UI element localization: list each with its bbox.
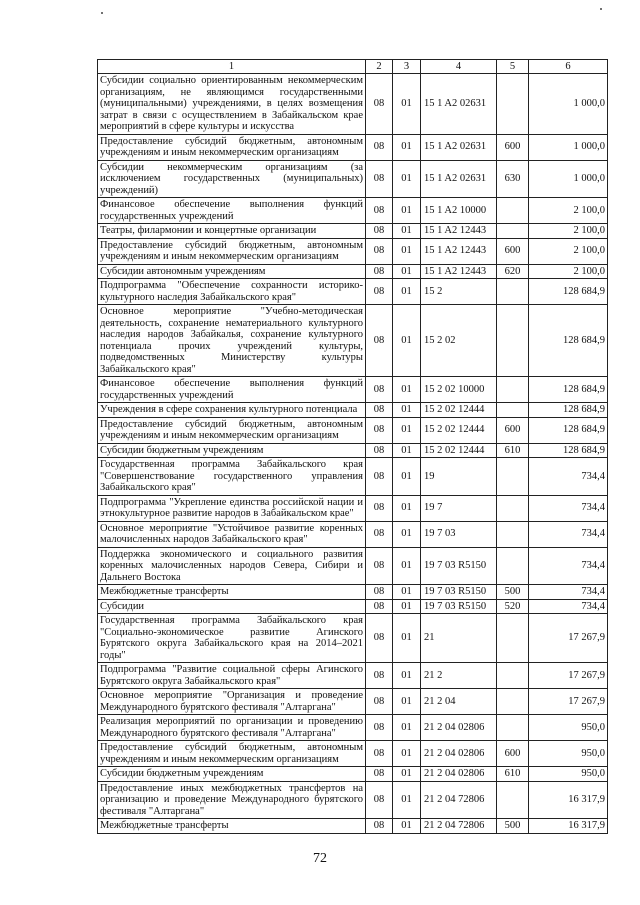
cell-c5: 500 bbox=[497, 819, 529, 834]
table-row bbox=[98, 417, 608, 443]
table-row bbox=[98, 689, 608, 715]
cell-c2: 08 bbox=[366, 160, 393, 198]
cell-c3: 01 bbox=[393, 305, 421, 377]
cell-sum: 1 000,0 bbox=[529, 160, 608, 198]
cell-c2: 08 bbox=[366, 443, 393, 458]
cell-c2: 08 bbox=[366, 767, 393, 782]
cell-name: Государственная программа Забайкальского края "Социально-экономическое развитие Агинского Бурятского округа Забайкальского края на 2014–2021 годы" bbox=[98, 614, 366, 663]
cell-c2: 08 bbox=[366, 585, 393, 600]
cell-sum: 128 684,9 bbox=[529, 443, 608, 458]
cell-c3: 01 bbox=[393, 614, 421, 663]
cell-name: Государственная программа Забайкальского края "Совершенствование государственного управления Забайкальского края" bbox=[98, 458, 366, 496]
cell-c3: 01 bbox=[393, 238, 421, 264]
table-row bbox=[98, 599, 608, 614]
cell-name: Поддержка экономического и социального развития коренных малочисленных народов Севера, Сибири и Дальнего Востока bbox=[98, 547, 366, 585]
cell-c5: 500 bbox=[497, 585, 529, 600]
cell-name: Реализация мероприятий по организации и проведению Международного бурятского фестиваля "Алтаргана" bbox=[98, 715, 366, 741]
table-row bbox=[98, 767, 608, 782]
cell-c5 bbox=[497, 521, 529, 547]
cell-c3: 01 bbox=[393, 599, 421, 614]
cell-code: 15 1 A2 12443 bbox=[421, 238, 497, 264]
cell-code: 19 7 03 R5150 bbox=[421, 585, 497, 600]
cell-c5: 600 bbox=[497, 417, 529, 443]
cell-c3: 01 bbox=[393, 458, 421, 496]
cell-name: Межбюджетные трансферты bbox=[98, 819, 366, 834]
cell-c3: 01 bbox=[393, 279, 421, 305]
cell-code: 15 1 A2 02631 bbox=[421, 74, 497, 135]
table-row bbox=[98, 741, 608, 767]
cell-c3: 01 bbox=[393, 224, 421, 239]
cell-sum: 2 100,0 bbox=[529, 238, 608, 264]
cell-code: 21 2 04 02806 bbox=[421, 741, 497, 767]
cell-sum: 2 100,0 bbox=[529, 198, 608, 224]
cell-c5: 610 bbox=[497, 443, 529, 458]
cell-c5: 520 bbox=[497, 599, 529, 614]
cell-name: Финансовое обеспечение выполнения функций государственных учреждений bbox=[98, 198, 366, 224]
cell-c2: 08 bbox=[366, 305, 393, 377]
cell-c3: 01 bbox=[393, 160, 421, 198]
cell-c2: 08 bbox=[366, 819, 393, 834]
header-cell: 6 bbox=[529, 60, 608, 74]
cell-code: 15 1 A2 12443 bbox=[421, 264, 497, 279]
cell-c5 bbox=[497, 715, 529, 741]
cell-name: Учреждения в сфере сохранения культурного потенциала bbox=[98, 403, 366, 418]
cell-code: 21 bbox=[421, 614, 497, 663]
cell-name: Субсидии социально ориентированным некоммерческим организациям, не являющимся государственными (муниципальными) учреждениями, в целях возмещения затрат в связи с осуществлением в Забайкальском крае мероприятий в сфере культуры и искусства bbox=[98, 74, 366, 135]
table-row bbox=[98, 198, 608, 224]
table-body bbox=[98, 74, 608, 834]
cell-sum: 17 267,9 bbox=[529, 689, 608, 715]
cell-c3: 01 bbox=[393, 264, 421, 279]
cell-code: 21 2 04 02806 bbox=[421, 715, 497, 741]
cell-code: 21 2 04 02806 bbox=[421, 767, 497, 782]
cell-c3: 01 bbox=[393, 585, 421, 600]
cell-c3: 01 bbox=[393, 547, 421, 585]
cell-c2: 08 bbox=[366, 224, 393, 239]
cell-c2: 08 bbox=[366, 264, 393, 279]
cell-name: Субсидии бюджетным учреждениям bbox=[98, 443, 366, 458]
cell-name: Субсидии бюджетным учреждениям bbox=[98, 767, 366, 782]
cell-code: 21 2 bbox=[421, 663, 497, 689]
cell-code: 15 1 A2 12443 bbox=[421, 224, 497, 239]
cell-c3: 01 bbox=[393, 741, 421, 767]
cell-c5 bbox=[497, 198, 529, 224]
table-row bbox=[98, 547, 608, 585]
cell-name: Финансовое обеспечение выполнения функций государственных учреждений bbox=[98, 377, 366, 403]
cell-c2: 08 bbox=[366, 663, 393, 689]
cell-c5 bbox=[497, 614, 529, 663]
cell-code: 19 bbox=[421, 458, 497, 496]
cell-name: Основное мероприятие "Устойчивое развитие коренных малочисленных народов Забайкальского края" bbox=[98, 521, 366, 547]
cell-c2: 08 bbox=[366, 614, 393, 663]
table-row bbox=[98, 614, 608, 663]
table-row bbox=[98, 443, 608, 458]
cell-code: 21 2 04 72806 bbox=[421, 781, 497, 819]
table-row bbox=[98, 74, 608, 135]
cell-sum: 128 684,9 bbox=[529, 305, 608, 377]
cell-c2: 08 bbox=[366, 238, 393, 264]
cell-c5 bbox=[497, 495, 529, 521]
cell-code: 15 2 02 10000 bbox=[421, 377, 497, 403]
cell-sum: 734,4 bbox=[529, 585, 608, 600]
cell-sum: 950,0 bbox=[529, 715, 608, 741]
table-row bbox=[98, 495, 608, 521]
budget-table bbox=[97, 59, 608, 834]
header-cell: 3 bbox=[393, 60, 421, 74]
cell-sum: 128 684,9 bbox=[529, 377, 608, 403]
table-row bbox=[98, 377, 608, 403]
cell-code: 15 2 bbox=[421, 279, 497, 305]
cell-code: 19 7 03 bbox=[421, 521, 497, 547]
table-row bbox=[98, 238, 608, 264]
cell-c3: 01 bbox=[393, 417, 421, 443]
cell-c2: 08 bbox=[366, 377, 393, 403]
cell-c5: 600 bbox=[497, 238, 529, 264]
header-cell: 1 bbox=[98, 60, 366, 74]
cell-c3: 01 bbox=[393, 74, 421, 135]
cell-sum: 16 317,9 bbox=[529, 819, 608, 834]
cell-code: 15 2 02 12444 bbox=[421, 403, 497, 418]
cell-name: Подпрограмма "Обеспечение сохранности историко-культурного наследия Забайкальского края" bbox=[98, 279, 366, 305]
header-row bbox=[98, 60, 608, 74]
table-row bbox=[98, 458, 608, 496]
cell-c5 bbox=[497, 663, 529, 689]
cell-sum: 17 267,9 bbox=[529, 663, 608, 689]
cell-c3: 01 bbox=[393, 377, 421, 403]
cell-sum: 734,4 bbox=[529, 458, 608, 496]
table-row bbox=[98, 715, 608, 741]
cell-code: 19 7 03 R5150 bbox=[421, 547, 497, 585]
cell-name: Подпрограмма "Укрепление единства российской нации и этнокультурное развитие народов в Забайкальском крае" bbox=[98, 495, 366, 521]
cell-code: 21 2 04 72806 bbox=[421, 819, 497, 834]
cell-name: Основное мероприятие "Организация и проведение Международного бурятского фестиваля "Алтаргана" bbox=[98, 689, 366, 715]
cell-c3: 01 bbox=[393, 403, 421, 418]
cell-sum: 950,0 bbox=[529, 767, 608, 782]
cell-c3: 01 bbox=[393, 443, 421, 458]
cell-c2: 08 bbox=[366, 495, 393, 521]
cell-name: Предоставление субсидий бюджетным, автономным учреждениям и иным некоммерческим организациям bbox=[98, 238, 366, 264]
table-row bbox=[98, 160, 608, 198]
cell-sum: 2 100,0 bbox=[529, 224, 608, 239]
cell-c3: 01 bbox=[393, 781, 421, 819]
table-row bbox=[98, 305, 608, 377]
cell-sum: 1 000,0 bbox=[529, 74, 608, 135]
cell-c3: 01 bbox=[393, 198, 421, 224]
scan-speck bbox=[101, 12, 103, 14]
cell-sum: 950,0 bbox=[529, 741, 608, 767]
cell-code: 15 2 02 12444 bbox=[421, 443, 497, 458]
cell-c2: 08 bbox=[366, 458, 393, 496]
table-row bbox=[98, 819, 608, 834]
cell-c5 bbox=[497, 547, 529, 585]
cell-sum: 734,4 bbox=[529, 495, 608, 521]
cell-name: Подпрограмма "Развитие социальной сферы Агинского Бурятского округа Забайкальского края" bbox=[98, 663, 366, 689]
cell-sum: 128 684,9 bbox=[529, 403, 608, 418]
cell-sum: 2 100,0 bbox=[529, 264, 608, 279]
cell-c5 bbox=[497, 74, 529, 135]
table-row bbox=[98, 521, 608, 547]
cell-c5: 630 bbox=[497, 160, 529, 198]
cell-sum: 734,4 bbox=[529, 547, 608, 585]
cell-name: Предоставление субсидий бюджетным, автономным учреждениям и иным некоммерческим организациям bbox=[98, 417, 366, 443]
table-row bbox=[98, 781, 608, 819]
cell-c2: 08 bbox=[366, 547, 393, 585]
cell-c3: 01 bbox=[393, 495, 421, 521]
cell-code: 15 1 A2 02631 bbox=[421, 134, 497, 160]
cell-c3: 01 bbox=[393, 521, 421, 547]
cell-c3: 01 bbox=[393, 767, 421, 782]
header-cell: 5 bbox=[497, 60, 529, 74]
cell-code: 15 1 A2 02631 bbox=[421, 160, 497, 198]
cell-sum: 734,4 bbox=[529, 599, 608, 614]
cell-c5: 600 bbox=[497, 134, 529, 160]
cell-c5 bbox=[497, 781, 529, 819]
table-row bbox=[98, 585, 608, 600]
cell-c3: 01 bbox=[393, 663, 421, 689]
header-cell: 4 bbox=[421, 60, 497, 74]
table-row bbox=[98, 264, 608, 279]
cell-c3: 01 bbox=[393, 689, 421, 715]
cell-c2: 08 bbox=[366, 198, 393, 224]
cell-c2: 08 bbox=[366, 521, 393, 547]
cell-name: Субсидии автономным учреждениям bbox=[98, 264, 366, 279]
cell-name: Предоставление иных межбюджетных трансфертов на организацию и проведение Международного бурятского фестиваля "Алтаргана" bbox=[98, 781, 366, 819]
cell-name: Театры, филармонии и концертные организации bbox=[98, 224, 366, 239]
cell-code: 19 7 03 R5150 bbox=[421, 599, 497, 614]
cell-c5 bbox=[497, 458, 529, 496]
cell-c3: 01 bbox=[393, 134, 421, 160]
cell-sum: 128 684,9 bbox=[529, 417, 608, 443]
scan-speck bbox=[600, 8, 602, 10]
cell-name: Основное мероприятие "Учебно-методическая деятельность, сохранение нематериального культурного наследия народов Забайкалья, сохранение культурного потенциала прочих учреждений культуры, подведомственных Министерству культуры Забайкальского края" bbox=[98, 305, 366, 377]
cell-c5: 600 bbox=[497, 741, 529, 767]
cell-c2: 08 bbox=[366, 403, 393, 418]
cell-c5 bbox=[497, 224, 529, 239]
table-row bbox=[98, 663, 608, 689]
table-row bbox=[98, 224, 608, 239]
cell-c2: 08 bbox=[366, 74, 393, 135]
cell-code: 21 2 04 bbox=[421, 689, 497, 715]
table-row bbox=[98, 279, 608, 305]
cell-name: Межбюджетные трансферты bbox=[98, 585, 366, 600]
cell-c5 bbox=[497, 689, 529, 715]
cell-c2: 08 bbox=[366, 715, 393, 741]
cell-c2: 08 bbox=[366, 417, 393, 443]
cell-sum: 734,4 bbox=[529, 521, 608, 547]
cell-c5 bbox=[497, 305, 529, 377]
table-row bbox=[98, 403, 608, 418]
cell-c5 bbox=[497, 377, 529, 403]
cell-c2: 08 bbox=[366, 599, 393, 614]
cell-code: 15 2 02 12444 bbox=[421, 417, 497, 443]
page-number: 72 bbox=[313, 851, 327, 866]
cell-code: 15 2 02 bbox=[421, 305, 497, 377]
cell-c5 bbox=[497, 403, 529, 418]
cell-sum: 17 267,9 bbox=[529, 614, 608, 663]
cell-sum: 128 684,9 bbox=[529, 279, 608, 305]
cell-c3: 01 bbox=[393, 715, 421, 741]
cell-sum: 16 317,9 bbox=[529, 781, 608, 819]
cell-c2: 08 bbox=[366, 134, 393, 160]
cell-c2: 08 bbox=[366, 689, 393, 715]
cell-name: Субсидии bbox=[98, 599, 366, 614]
cell-c2: 08 bbox=[366, 781, 393, 819]
cell-c5: 620 bbox=[497, 264, 529, 279]
cell-code: 19 7 bbox=[421, 495, 497, 521]
cell-c2: 08 bbox=[366, 279, 393, 305]
cell-name: Предоставление субсидий бюджетным, автономным учреждениям и иным некоммерческим организациям bbox=[98, 134, 366, 160]
cell-code: 15 1 A2 10000 bbox=[421, 198, 497, 224]
table-row bbox=[98, 134, 608, 160]
header-cell: 2 bbox=[366, 60, 393, 74]
cell-name: Предоставление субсидий бюджетным, автономным учреждениям и иным некоммерческим организациям bbox=[98, 741, 366, 767]
cell-c2: 08 bbox=[366, 741, 393, 767]
cell-name: Субсидии некоммерческим организациям (за исключением государственных (муниципальных) учреждений) bbox=[98, 160, 366, 198]
cell-c5: 610 bbox=[497, 767, 529, 782]
cell-c3: 01 bbox=[393, 819, 421, 834]
cell-c5 bbox=[497, 279, 529, 305]
cell-sum: 1 000,0 bbox=[529, 134, 608, 160]
